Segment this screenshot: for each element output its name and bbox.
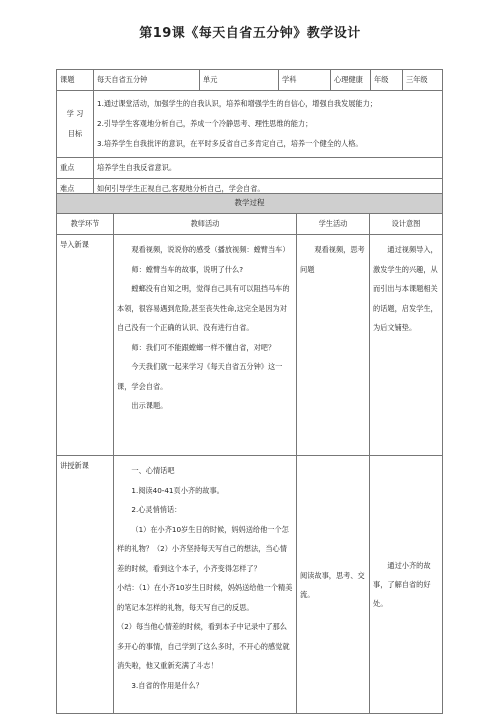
stage-cell: 导入新课 <box>57 235 114 456</box>
teacher-paragraph: 3.自省的作用是什么？ <box>131 680 203 690</box>
key-value: 培养学生自我反省意识。 <box>94 158 443 179</box>
student-activity-cell <box>297 456 370 714</box>
difficulty-label: 难点 <box>57 179 94 200</box>
goals-label: 学 习 目标 <box>57 91 94 158</box>
intent-text: 通过视频导入，激发学生的兴趣，从而引出与本课题相关的话题，启发学生，为后文铺垫。 <box>373 245 438 332</box>
goal-item: 1.通过课堂活动，加强学生的自我认识，培养和增强学生的自信心，增强自我发展能力； <box>97 99 377 108</box>
teacher-paragraph: （1）在小齐10岁生日的时候，妈妈送给他一个怎样的礼物？（2）小齐坚持每天写自己的想法，当心情差的时候，看到这个本子，小齐变得怎样了？ <box>117 524 289 573</box>
col-teacher-header: 教师活动 <box>114 214 297 235</box>
goal-item: 3.培养学生自我批评的意识，在平时多反省自己多肯定自己，培养一个健全的人格。 <box>97 139 363 148</box>
difficulty-value: 如何引导学生正视自己,客观地分析自己，学会自省。 <box>94 179 443 200</box>
key-row <box>57 158 443 179</box>
process-row-intro <box>57 235 443 456</box>
teacher-paragraph: 小结：（1）在小齐10岁生日时候，妈妈送给他一个精美的笔记本怎样的礼物，每天写自己的反思。 <box>117 583 293 612</box>
topic-value: 每天自省五分钟 <box>94 70 200 91</box>
col-stage-header: 教学环节 <box>57 214 114 235</box>
col-intent-header: 设计意图 <box>370 214 443 235</box>
process-row-new-lesson <box>57 456 443 714</box>
subject-label: 学科 <box>279 70 331 91</box>
teacher-paragraph: 1.阅读40-41页小齐的故事。 <box>131 485 224 495</box>
topic-label: 课题 <box>57 70 94 91</box>
column-header-row <box>57 214 443 235</box>
student-text: 阅读故事，思考、交流。 <box>300 570 365 599</box>
goal-item: 2.引导学生客观地分析自己，养成一个冷静思考、理性思维的能力； <box>97 119 313 128</box>
teacher-paragraph: 师：螳臂当车的故事，说明了什么? <box>131 264 244 274</box>
teacher-paragraph: 一、心情话吧 <box>131 466 175 475</box>
teacher-activity-cell <box>114 456 297 714</box>
topic-row <box>57 70 443 91</box>
teacher-paragraph: 今天我们就一起来学习《每天自省五分钟》这一课，学会自省。 <box>117 362 283 391</box>
teacher-paragraph: 出示课题。 <box>131 401 168 410</box>
grade-label: 年级 <box>371 70 403 91</box>
col-student-header: 学生活动 <box>297 214 370 235</box>
process-header-row <box>57 194 443 214</box>
key-label: 重点 <box>57 158 94 179</box>
subject-value: 心理健康 <box>331 70 371 91</box>
teacher-paragraph: （2）每当他心情差的时候，看到本子中记录中了那么多开心的事情，自己学到了这么多时，不开心的感觉就消失啦，他又重新充满了斗志！ <box>117 622 290 670</box>
stage-cell: 讲授新课 <box>57 456 114 714</box>
teacher-paragraph: 观看视频，说说你的感受（播放视频：螳臂当车） <box>131 245 290 254</box>
grade-value: 三年级 <box>403 70 443 91</box>
teacher-activity-cell <box>114 235 297 456</box>
teacher-paragraph: 2.心灵悄悄话： <box>131 505 182 514</box>
page-title: 第19课《每天自省五分钟》教学设计 <box>139 26 361 41</box>
process-header: 教学过程 <box>57 194 443 214</box>
goals-row <box>57 91 443 158</box>
teacher-paragraph: 螳螂没有自知之明，觉得自己具有可以阻挡马车的本领，很容易遇到危险,甚至丧失性命,这完全是因为对自己没有一个正确的认识、没有进行自省。 <box>117 284 290 332</box>
teaching-process-table <box>56 193 443 714</box>
goals-cell <box>94 91 443 158</box>
design-intent-cell <box>370 235 443 456</box>
design-intent-cell <box>370 456 443 714</box>
intent-text: 通过小齐的故事，了解自省的好处。 <box>373 561 431 608</box>
student-text: 观看视频，思考问题 <box>300 245 365 274</box>
lesson-info-table <box>56 69 443 200</box>
student-activity-cell <box>297 235 370 456</box>
teacher-paragraph: 师：我们可不能跟螳螂一样不懂自省，对吧？ <box>131 342 276 352</box>
unit-label: 单元 <box>200 70 279 91</box>
